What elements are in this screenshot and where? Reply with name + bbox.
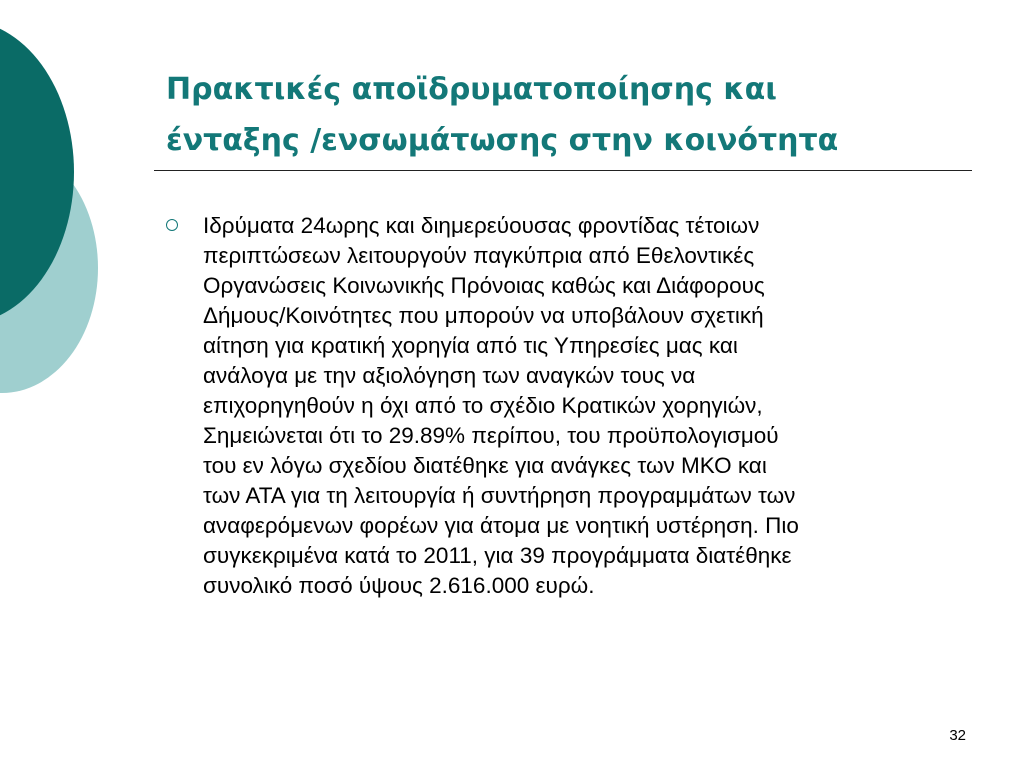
paragraph-line: επιχορηγηθούν η όχι από το σχέδιο Κρατικών χορηγιών,: [203, 393, 763, 418]
paragraph-line: αναφερόμενων φορέων για άτομα με νοητική υστέρηση. Πιο: [203, 513, 799, 538]
slide-title-line: Πρακτικές αποϊδρυματοποίησης και: [166, 72, 777, 107]
paragraph-line: ανάλογα με την αξιολόγηση των αναγκών τους να: [203, 363, 696, 388]
title-divider: [154, 170, 972, 171]
paragraph-line: του εν λόγω σχεδίου διατέθηκε για ανάγκες των ΜΚΟ και: [203, 453, 767, 478]
paragraph-line: Οργανώσεις Κοινωνικής Πρόνοιας καθώς και Διάφορους: [203, 273, 765, 298]
slide-title: [166, 64, 986, 166]
paragraph-line: συγκεκριμένα κατά το 2011, για 39 προγράμματα διατέθηκε: [203, 543, 792, 568]
paragraph-line: περιπτώσεων λειτουργούν παγκύπρια από Εθελοντικές: [203, 243, 755, 268]
paragraph-line: των ΑΤΑ για τη λειτουργία ή συντήρηση προγραμμάτων των: [203, 483, 796, 508]
slide-title-line: ένταξης /ενσωμάτωσης στην κοινότητα: [166, 123, 839, 158]
paragraph-line: Δήμους/Κοινότητες που μπορούν να υποβάλουν σχετική: [203, 303, 764, 328]
hollow-circle-bullet-icon: [166, 219, 178, 231]
paragraph-line: Σημειώνεται ότι το 29.89% περίπου, του προϋπολογισμού: [203, 423, 779, 448]
paragraph-line: αίτηση για κρατική χορηγία από τις Υπηρεσίες μας και: [203, 333, 738, 358]
paragraph-line: συνολικό ποσό ύψους 2.616.000 ευρώ.: [203, 573, 595, 598]
bullet-paragraph: [203, 211, 983, 601]
paragraph-line: Ιδρύματα 24ωρης και διημερεύουσας φροντίδας τέτοιων: [203, 213, 760, 238]
page-number: 32: [949, 727, 966, 744]
